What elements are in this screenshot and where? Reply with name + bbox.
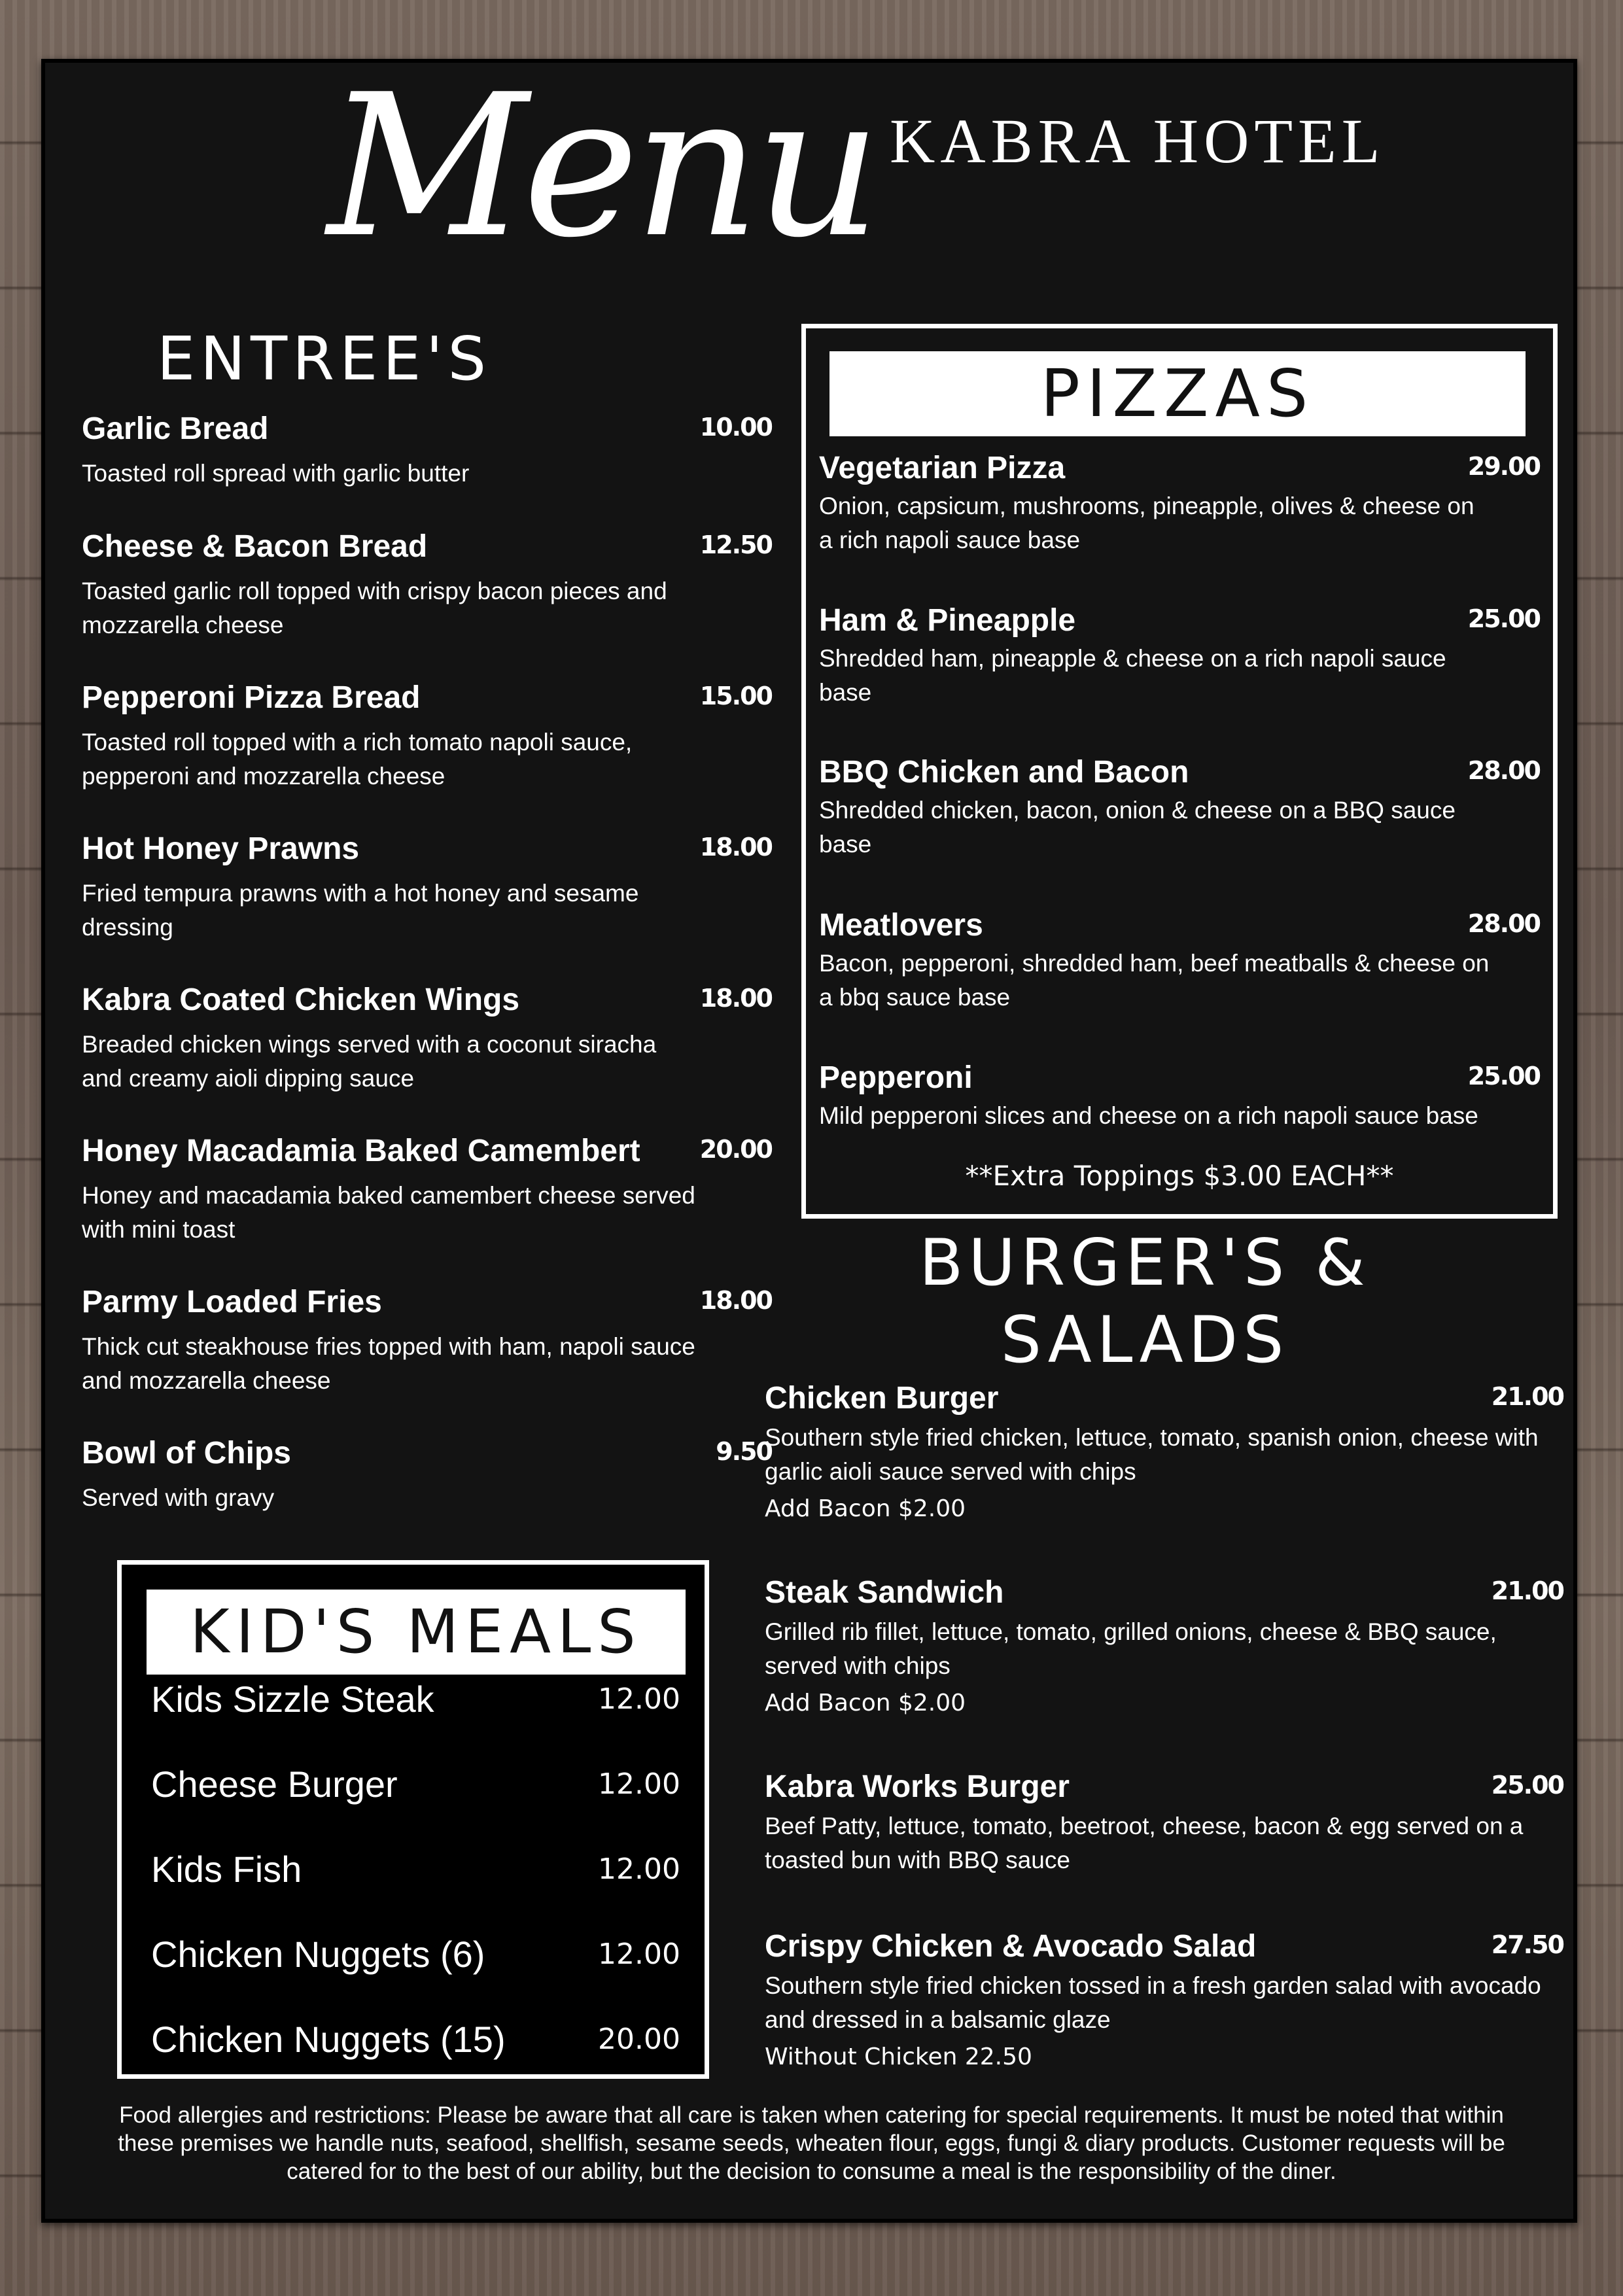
entree-name: Honey Macadamia Baked Camembert [82,1134,640,1168]
entree-description: Served with gravy [82,1484,275,1511]
entree-name: Pepperoni Pizza Bread [82,680,421,715]
entree-name: Garlic Bread [82,411,269,446]
kids-meal-name: Cheese Burger [151,1764,398,1805]
burger-extra-option: Add Bacon $2.00 [765,1495,966,1522]
entree-description: Toasted roll spread with garlic butter [82,460,470,487]
burger-name: Kabra Works Burger [765,1769,1070,1804]
burger-price: 21.00 [1491,1382,1563,1411]
entree-description: Toasted garlic roll topped with crispy bacon pieces and mozzarella cheese [82,578,667,638]
pizza-description: Shredded chicken, bacon, onion & cheese on a BBQ sauce base [819,797,1456,858]
kids-meal-price: 20.00 [598,2023,680,2056]
entree-price: 20.00 [699,1135,772,1164]
burger-price: 25.00 [1491,1771,1563,1800]
entree-description: Breaded chicken wings served with a coconut siracha and creamy aioli dipping sauce [82,1031,657,1092]
burger-name: Steak Sandwich [765,1575,1004,1610]
pizza-name: Pepperoni [819,1060,973,1095]
burger-description: Beef Patty, lettuce, tomato, beetroot, cheese, bacon & egg served on a toasted bun with BBQ sauce [765,1813,1524,1873]
burger-price: 27.50 [1491,1930,1563,1959]
pizza-name: BBQ Chicken and Bacon [819,755,1189,790]
pizza-name: Meatlovers [819,908,983,943]
entree-price: 15.00 [699,682,772,710]
entree-name: Parmy Loaded Fries [82,1285,382,1319]
burger-extra-option: Add Bacon $2.00 [765,1690,966,1716]
hotel-name: KABRA HOTEL [890,106,1386,176]
entrees-heading: ENTREE'S [157,324,492,394]
kids-meal-name: Chicken Nuggets (6) [151,1934,485,1975]
kids-meal-name: Chicken Nuggets (15) [151,2019,506,2060]
kids-meal-name: Kids Fish [151,1849,302,1890]
entree-price: 12.50 [699,531,772,559]
entree-name: Bowl of Chips [82,1436,291,1470]
menu-script-title: Menu [327,52,877,281]
entree-price: 10.00 [699,413,772,442]
kids-meal-price: 12.00 [598,1682,680,1716]
pizza-description: Bacon, pepperoni, shredded ham, beef meatballs & cheese on a bbq sauce base [819,950,1490,1011]
burger-name: Crispy Chicken & Avocado Salad [765,1929,1257,1964]
burger-name: Chicken Burger [765,1381,999,1416]
entree-description: Honey and macadamia baked camembert cheese served with mini toast [82,1182,695,1243]
kids-meal-price: 12.00 [598,1852,680,1886]
kids-meal-price: 12.00 [598,1938,680,1971]
entree-name: Hot Honey Prawns [82,831,360,866]
burgers-heading-line1: BURGER'S & [919,1226,1370,1300]
entree-description: Toasted roll topped with a rich tomato napoli sauce, pepperoni and mozzarella cheese [82,729,633,790]
pizza-description: Mild pepperoni slices and cheese on a rich napoli sauce base [819,1102,1478,1129]
entree-name: Cheese & Bacon Bread [82,529,428,564]
pizza-price: 28.00 [1467,756,1540,785]
entree-price: 9.50 [716,1437,772,1466]
burger-extra-option: Without Chicken 22.50 [765,2044,1032,2070]
entree-description: Thick cut steakhouse fries topped with ham, napoli sauce and mozzarella cheese [82,1333,695,1394]
allergy-notice: Food allergies and restrictions: Please be aware that all care is taken when catering for special requirements. It must be noted that within these premises we handle nuts, seafood, shellfish, sesame seeds, wheaten flour, eggs, fungi & diary products. Customer requests will be catered for to the best of our ability, but the decision to consume a meal is the responsibility of the diner. [118,2102,1505,2184]
entree-price: 18.00 [699,984,772,1013]
pizza-name: Ham & Pineapple [819,603,1076,638]
kids-meal-name: Kids Sizzle Steak [151,1679,434,1720]
entree-description: Fried tempura prawns with a hot honey and sesame dressing [82,880,639,941]
entree-price: 18.00 [699,1286,772,1315]
extra-toppings-note: **Extra Toppings $3.00 EACH** [965,1160,1394,1192]
pizza-price: 25.00 [1467,1062,1540,1090]
pizza-price: 28.00 [1467,909,1540,938]
entree-name: Kabra Coated Chicken Wings [82,983,520,1017]
pizza-name: Vegetarian Pizza [819,451,1066,485]
pizzas-heading: PIZZAS [829,351,1526,436]
entree-price: 18.00 [699,833,772,861]
burger-description: Grilled rib fillet, lettuce, tomato, grilled onions, cheese & BBQ sauce, served with chips [765,1618,1497,1679]
kids-meals-heading: KID'S MEALS [147,1590,686,1675]
burgers-heading-line2: SALADS [1000,1303,1289,1378]
pizza-description: Shredded ham, pineapple & cheese on a rich napoli sauce base [819,645,1446,706]
pizza-description: Onion, capsicum, mushrooms, pineapple, olives & cheese on a rich napoli sauce base [819,493,1475,553]
pizza-price: 25.00 [1467,604,1540,633]
burger-price: 21.00 [1491,1576,1563,1605]
burger-description: Southern style fried chicken, lettuce, tomato, spanish onion, cheese with garlic aioli sauce served with chips [765,1424,1539,1485]
pizza-price: 29.00 [1467,452,1540,481]
kids-meal-price: 12.00 [598,1767,680,1801]
burger-description: Southern style fried chicken tossed in a fresh garden salad with avocado and dressed in a balsamic glaze [765,1972,1541,2033]
